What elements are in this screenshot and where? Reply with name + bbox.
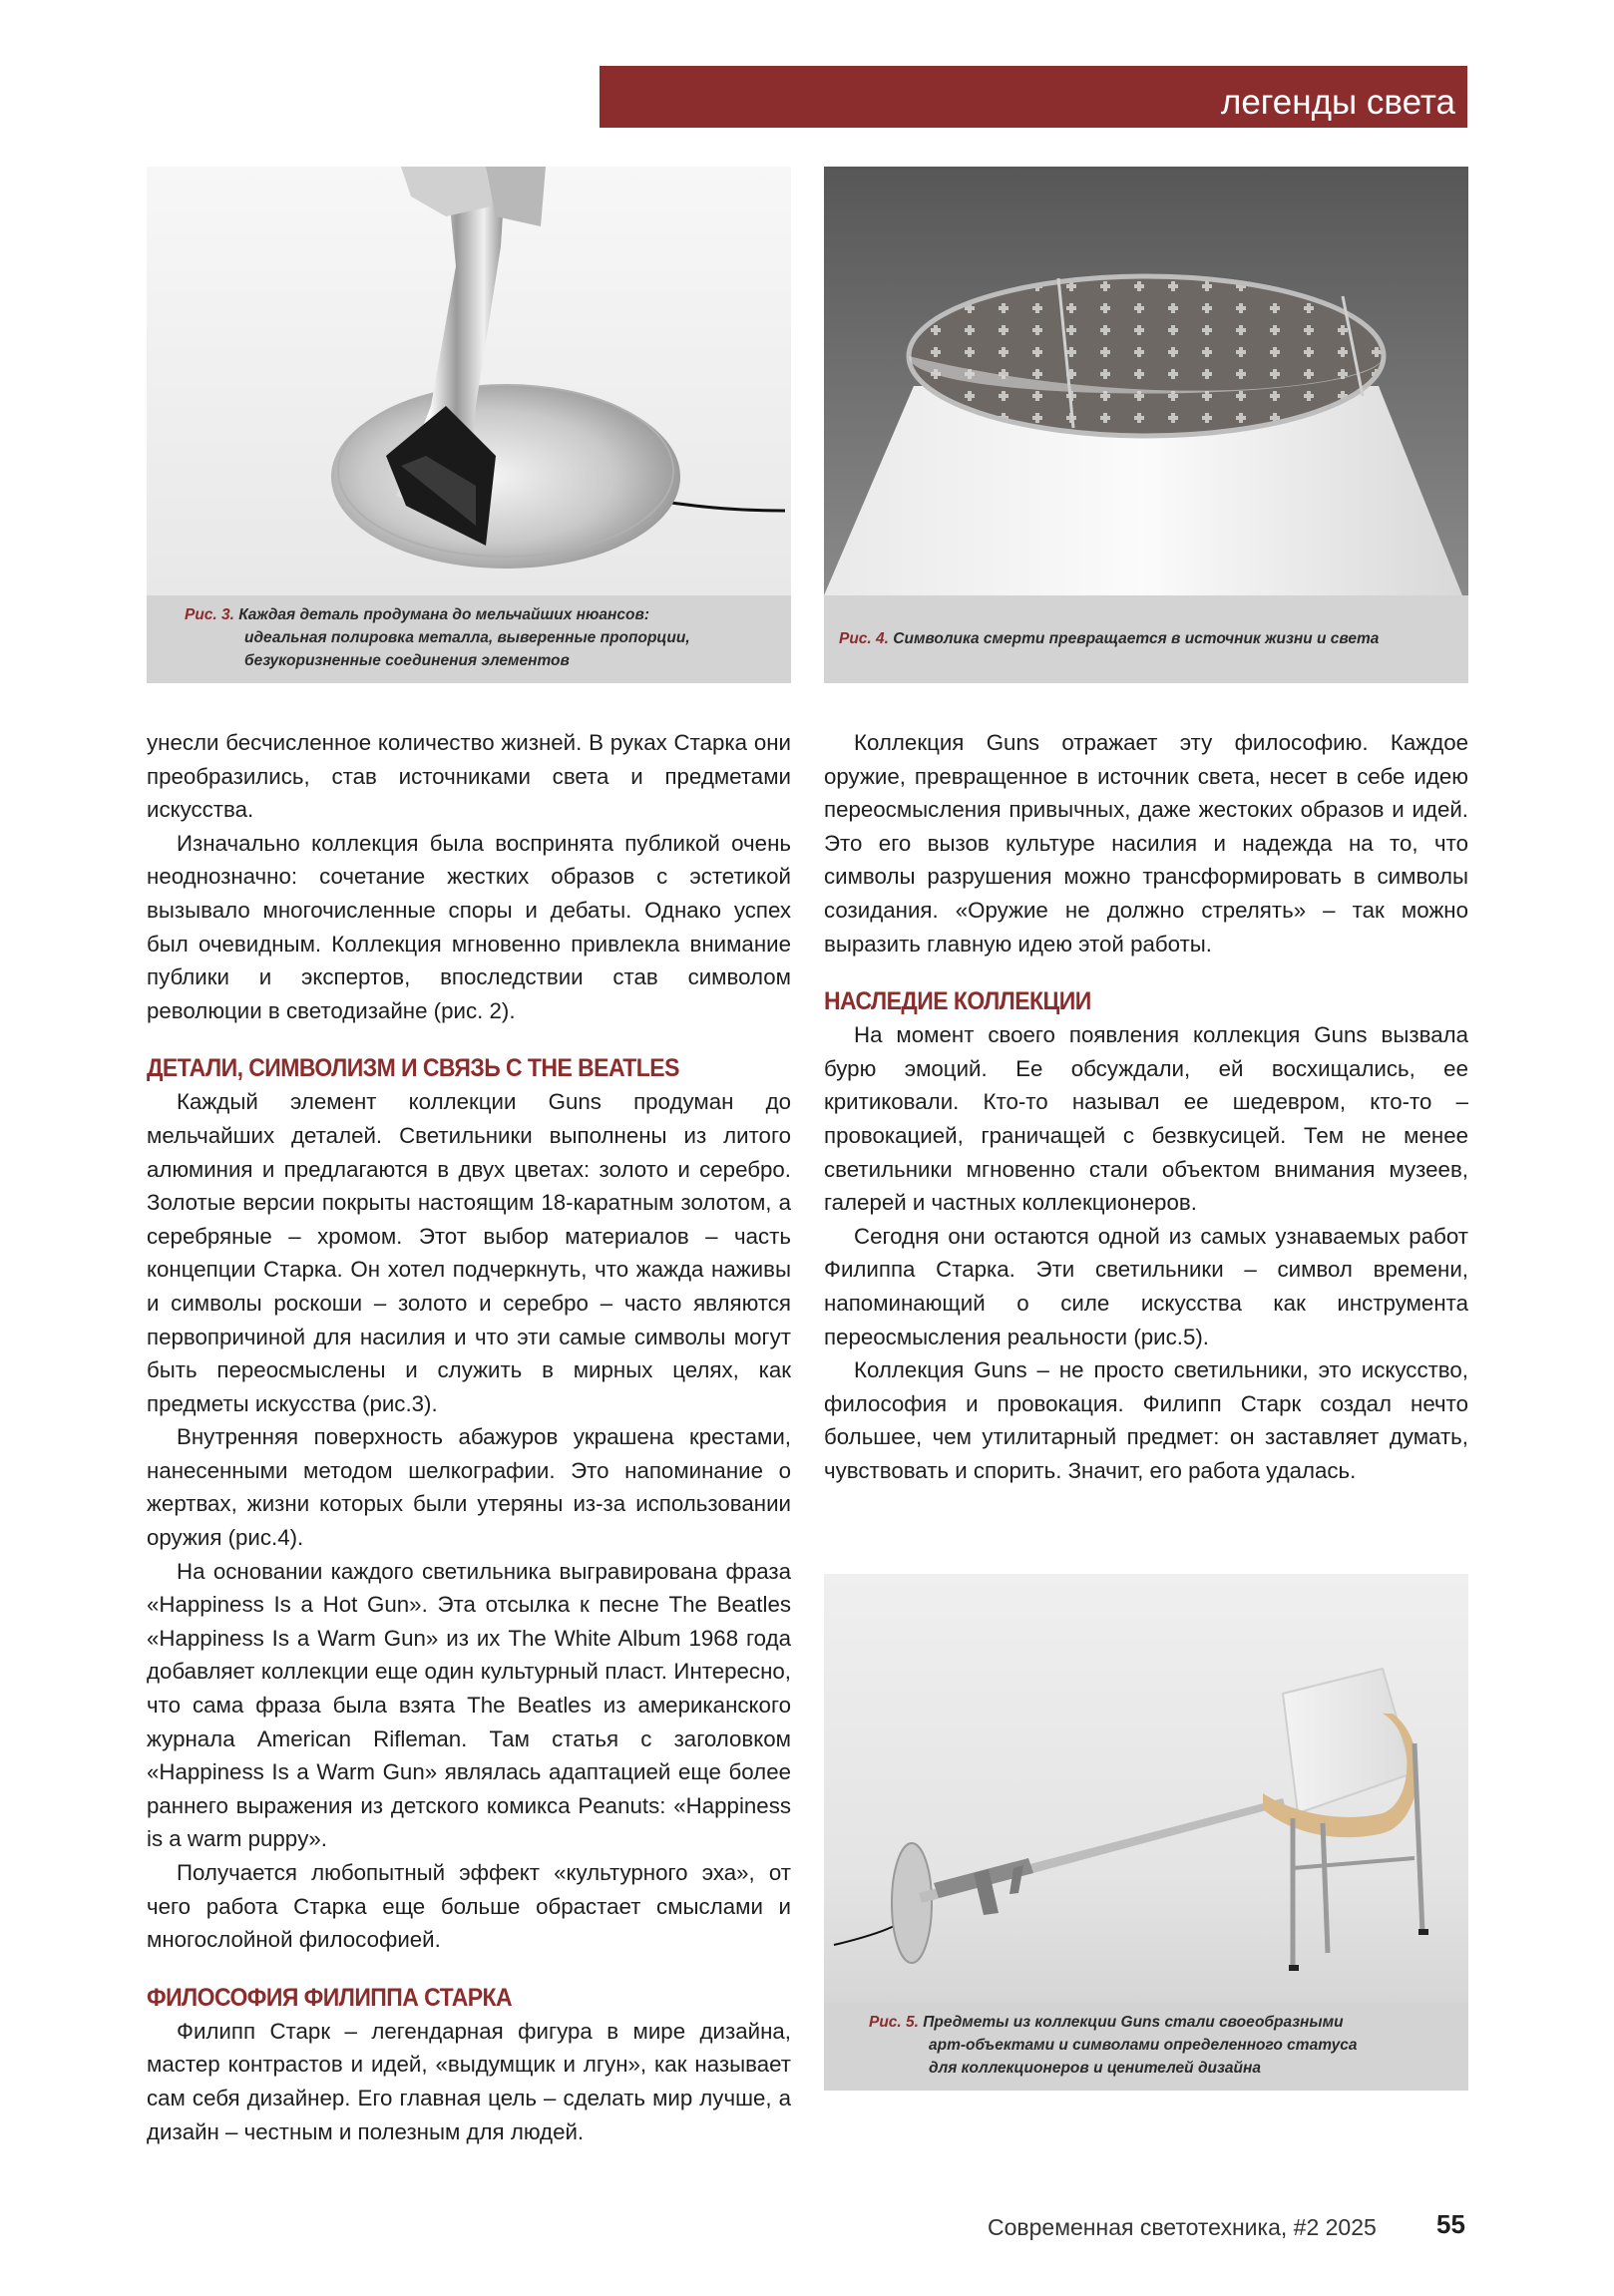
figure-5-caption-line: для коллекционеров и ценителей дизайна — [929, 2060, 1261, 2077]
figure-5-caption-line: Предметы из коллекции Guns стали своеобразными — [923, 2014, 1344, 2031]
figure-5-photo — [824, 1574, 1468, 2003]
paragraph: Коллекция Guns – не просто светильники, это искусство, философия и провокация. Филипп Старк создал нечто большее, чем утилитарный предмет: он заставляет думать, чувствовать и спорить. Значит, его работа удалась. — [824, 1357, 1468, 1483]
section-heading: ДЕТАЛИ, СИМВОЛИЗМ И СВЯЗЬ С THE BEATLES — [147, 1054, 679, 1083]
paragraph: На основании каждого светильника выгравирована фраза «Happiness Is a Hot Gun». Эта отсылка к песне The Beatles «Happiness Is a Warm Gun» из их The White Album 1968 года добавляет коллекции еще один культурный пласт. Интересно, что сама фраза была взята The Beatles из американского журнала American Rifleman. Там статья с заголовком «Happiness Is a Warm Gun» являлась адаптацией еще более раннего выражения из детского комикса Peanuts: «Happiness is a warm puppy». — [147, 1558, 791, 1852]
paragraph: Сегодня они остаются одной из самых узнаваемых работ Филиппа Старка. Эти светильники – символ времени, напоминающий о силе искусства как инструмента переосмысления реальности (рис.5). — [824, 1223, 1468, 1349]
page-number: 55 — [1436, 2209, 1465, 2239]
journal-name: Современная светотехника, #2 2025 — [988, 2214, 1377, 2240]
figure-4-caption — [824, 595, 1468, 683]
paragraph: Коллекция Guns отражает эту философию. Каждое оружие, превращенное в источник света, несет в себе идею переосмысления привычных, даже жестоких образов и идей. Это его вызов культуре насилия и надежда на то, что символы разрушения можно трансформировать в символы созидания. «Оружие не должно стрелять» – так можно выразить главную идею этой работы. — [824, 730, 1468, 957]
paragraph: Получается любопытный эффект «культурного эха», от чего работа Старка еще больше обрастает смыслами и многослойной философией. — [147, 1860, 791, 1953]
paragraph: Изначально коллекция была воспринята публикой очень неоднозначно: сочетание жестких образов с эстетикой вызывало многочисленные споры и дебаты. Однако успех был очевидным. Коллекция мгновенно привлекла внимание публики и экспертов, впоследствии став символом революции в светодизайне (рис. 2). — [147, 830, 791, 1023]
figure-3-label: Рис. 3. — [185, 606, 234, 623]
paragraph: На момент своего появления коллекция Guns вызвала бурю эмоций. Ее обсуждали, ей восхищались, ее критиковали. Кто-то называл ее шедевром, кто-то – провокацией, граничащей с безвкусицей. Тем не менее светильники мгновенно стали объектом внимания музеев, галерей и частных коллекционеров. — [824, 1022, 1468, 1216]
figure-3-caption-line: Каждая деталь продумана до мельчайших нюансов: — [238, 606, 649, 623]
figure-4-caption-line: Символика смерти превращается в источник жизни и света — [893, 630, 1380, 647]
paragraph: Филипп Старк – легендарная фигура в мире дизайна, мастер контрастов и идей, «выдумщик и лгун», как называет сам себя дизайнер. Его главная цель – сделать мир лучше, а дизайн – честным и полезным для людей. — [147, 2018, 791, 2144]
section-header: легенды света — [600, 66, 1467, 128]
left-column — [147, 726, 791, 2148]
paragraph: Внутренняя поверхность абажуров украшена крестами, нанесенными методом шелкографии. Это напоминание о жертвах, жизни которых были утеряны из-за использовании оружия (рис.4). — [147, 1424, 791, 1551]
figure-3-caption-line: безукоризненные соединения элементов — [244, 652, 570, 669]
figure-3-caption — [147, 595, 791, 683]
figure-4-photo — [824, 167, 1468, 595]
right-column — [824, 726, 1468, 1487]
figure-3-photo — [147, 167, 791, 595]
figure-3-caption-line: идеальная полировка металла, выверенные пропорции, — [244, 629, 690, 646]
figure-5-caption-line: арт-объектами и символами определенного статуса — [929, 2037, 1358, 2054]
figure-5-label: Рис. 5. — [869, 2014, 919, 2031]
paragraph: унесли бесчисленное количество жизней. В руках Старка они преобразились, став источниками света и предметами искусства. — [147, 730, 791, 823]
section-heading: НАСЛЕДИЕ КОЛЛЕКЦИИ — [824, 987, 1091, 1016]
figure-4-label: Рис. 4. — [839, 630, 889, 647]
section-heading: ФИЛОСОФИЯ ФИЛИППА СТАРКА — [147, 1983, 513, 2012]
paragraph: Каждый элемент коллекции Guns продуман до мельчайших деталей. Светильники выполнены из литого алюминия и предлагаются в двух цветах: золото и серебро. Золотые версии покрыты настоящим 18-каратным золотом, а серебряные – хромом. Этот выбор материалов – часть концепции Старка. Он хотел подчеркнуть, что жажда наживы и символы роскоши – золото и серебро – часто являются первопричиной для насилия и что эти самые символы могут быть переосмыслены и служить в мирных целях, как предметы искусства (рис.3). — [147, 1089, 791, 1416]
figure-5-caption — [824, 2003, 1468, 2091]
